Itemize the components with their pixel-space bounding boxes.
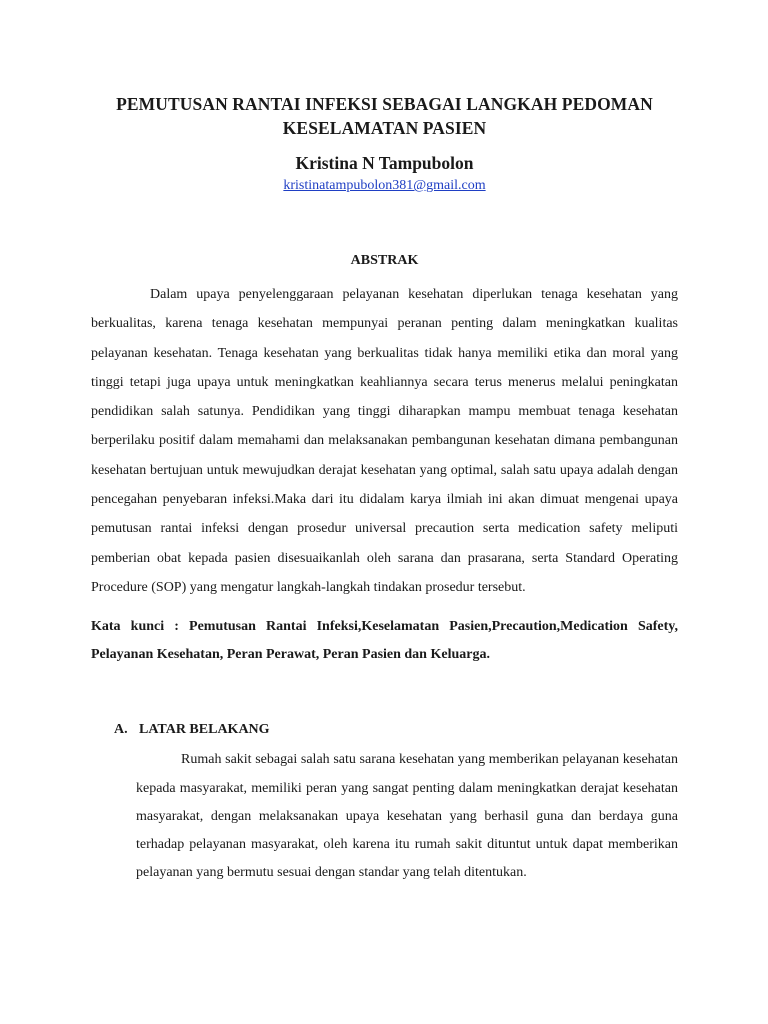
abstract-paragraph: Dalam upaya penyelenggaraan pelayanan kesehatan diperlukan tenaga kesehatan yang berkualitas, karena tenaga kesehatan mempunyai peranan penting dalam meningkatkan kualitas pelayanan kesehatan. Tenaga kesehatan yang berkualitas tidak hanya memiliki etika dan moral yang tinggi tetapi juga upaya untuk meningkatkan keahliannya secara terus menerus melalui peningkatan pendidikan salah satunya. Pendidikan yang tinggi diharapkan mampu membuat tenaga kesehatan berperilaku positif dalam memahami dan melaksanakan pembangunan kesehatan dimana pembangunan kesehatan bertujuan untuk mewujudkan derajat kesehatan yang optimal, salah satu upaya adalah dengan pencegahan penyebaran infeksi.Maka dari itu didalam karya ilmiah ini akan dimuat mengenai upaya pemutusan rantai infeksi dengan prosedur universal precaution serta medication safety meliputi pemberian obat kepada pasien disesuaikanlah oleh sarana dan prasarana, serta Standard Operating Procedure (SOP) yang mengatur langkah-langkah tindakan prosedur tersebut. [91,287,678,595]
section-heading-text: LATAR BELAKANG [139,722,270,738]
section-paragraph: Rumah sakit sebagai salah satu sarana kesehatan yang memberikan pelayanan kesehatan kepada masyarakat, memiliki peran yang sangat penting dalam meningkatkan derajat kesehatan masyarakat, dengan melaksanakan upaya kesehatan yang berhasil guna dan berdaya guna terhadap pelayanan masyarakat, oleh karena itu rumah sakit dituntut untuk dapat memberikan pelayanan yang bermutu sesuai dengan standar yang telah ditentukan. [136,752,678,881]
author-name: Kristina N Tampubolon [295,153,474,173]
abstract-heading: ABSTRAK [350,253,419,268]
keywords-paragraph: Kata kunci : Pemutusan Rantai Infeksi,Keselamatan Pasien,Precaution,Medication Safety, Pelayanan Kesehatan, Peran Perawat, Peran Pasien dan Keluarga. [91,619,678,663]
section-heading-latar-belakang [114,721,678,739]
paper-title [91,92,678,140]
author-email [91,177,678,195]
paper-title-line-2: KESELAMATAN PASIEN [282,118,487,138]
section-marker: A. [114,722,128,738]
paper-title-line-1: PEMUTUSAN RANTAI INFEKSI SEBAGAI LANGKAH PEDOMAN [116,94,653,114]
author-email-link[interactable]: kristinatampubolon381@gmail.com [283,178,486,193]
